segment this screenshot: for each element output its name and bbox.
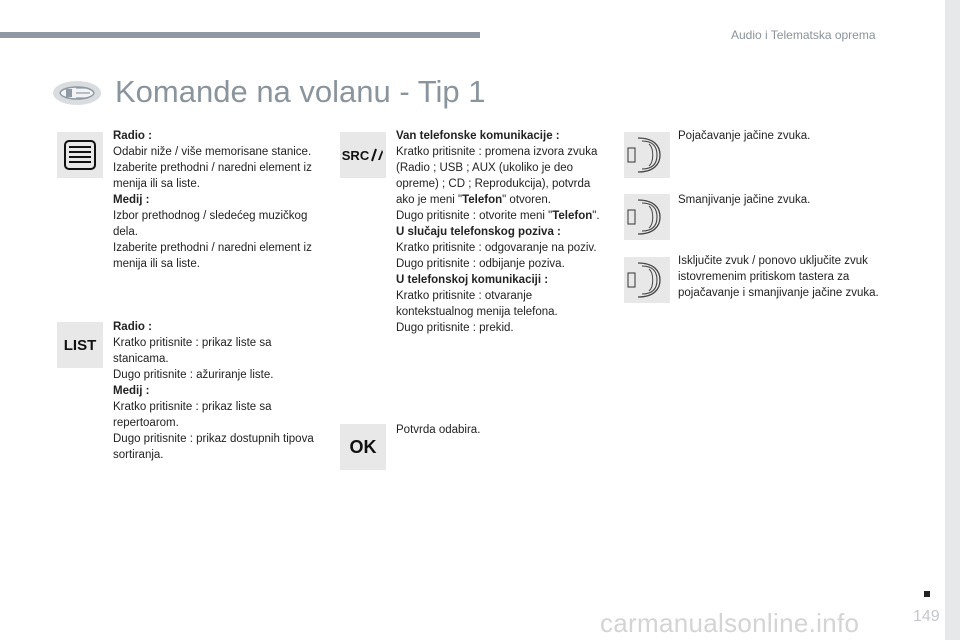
- section-heading: U telefonskoj komunikaciji :: [396, 274, 549, 286]
- thumbwheel-description: [113, 128, 323, 272]
- text: Dugo pritisnite : ažuriranje liste.: [113, 369, 274, 381]
- text: Izbor prethodnog / sledećeg muzičkog dela.: [113, 210, 308, 238]
- mute-description: [678, 253, 883, 301]
- text: Smanjivanje jačine zvuka.: [678, 194, 811, 206]
- text: Izaberite prethodni / naredni element iz menija ili sa liste.: [113, 162, 312, 190]
- text: Potvrda odabira.: [396, 424, 481, 436]
- page-edge-strip: [945, 0, 960, 640]
- header-bar: [0, 32, 480, 38]
- text: Kratko pritisnite : promena izvora zvuka (Radio ; USB ; AUX (ukoliko je deo opreme) ; CD ; Reprodukcija), potvrda ako je meni "Telefon" otvoren.: [396, 146, 598, 206]
- section-heading: Van telefonske komunikacije :: [396, 130, 560, 142]
- section-header: Audio i Telematska oprema: [731, 28, 876, 42]
- text: Izaberite prethodni / naredni element iz menija ili sa liste.: [113, 242, 312, 270]
- ok-description: [396, 422, 602, 438]
- text: Kratko pritisnite : prikaz liste sa stanicama.: [113, 337, 272, 365]
- src-button-icon: SRC: [340, 132, 386, 178]
- volume-up-description: [678, 128, 883, 144]
- text: Kratko pritisnite : prikaz liste sa repertoarom.: [113, 401, 272, 429]
- thumbwheel-icon: [57, 132, 103, 178]
- volume-down-description: [678, 192, 883, 208]
- text: Dugo pritisnite : prikaz dostupnih tipova sortiranja.: [113, 433, 314, 461]
- text: Kratko pritisnite : odgovaranje na poziv.: [396, 242, 597, 254]
- steering-controls-icon: [52, 79, 102, 107]
- text: Dugo pritisnite : prekid.: [396, 322, 514, 334]
- page-title: Komande na volanu - Tip 1: [115, 74, 486, 109]
- phone-icon: [370, 148, 384, 162]
- radio-heading: Radio :: [113, 321, 152, 333]
- src-description: [396, 128, 602, 336]
- list-button-icon: LIST: [57, 322, 103, 368]
- text: Kratko pritisnite : otvaranje kontekstualnog menija telefona.: [396, 290, 558, 318]
- text: Dugo pritisnite : otvorite meni "Telefon".: [396, 210, 600, 222]
- text: Pojačavanje jačine zvuka.: [678, 130, 811, 142]
- text: Odabir niže / više memorisane stanice.: [113, 146, 312, 158]
- text: Dugo pritisnite : odbijanje poziva.: [396, 258, 565, 270]
- radio-heading: Radio :: [113, 130, 152, 142]
- media-heading: Medij :: [113, 194, 150, 206]
- bullet-marker: [924, 591, 930, 597]
- ok-button-icon: OK: [340, 424, 386, 470]
- text: Isključite zvuk / ponovo uključite zvuk istovremenim pritiskom tastera za pojačavanje i smanjivanje jačine zvuka.: [678, 255, 879, 299]
- watermark: carmanualsonline.info: [600, 608, 860, 638]
- media-heading: Medij :: [113, 385, 150, 397]
- list-description: [113, 319, 323, 463]
- volume-down-icon: [624, 194, 670, 240]
- section-heading: U slučaju telefonskog poziva :: [396, 226, 561, 238]
- page-number: 149: [913, 608, 940, 625]
- mute-icon: [624, 257, 670, 303]
- volume-up-icon: [624, 132, 670, 178]
